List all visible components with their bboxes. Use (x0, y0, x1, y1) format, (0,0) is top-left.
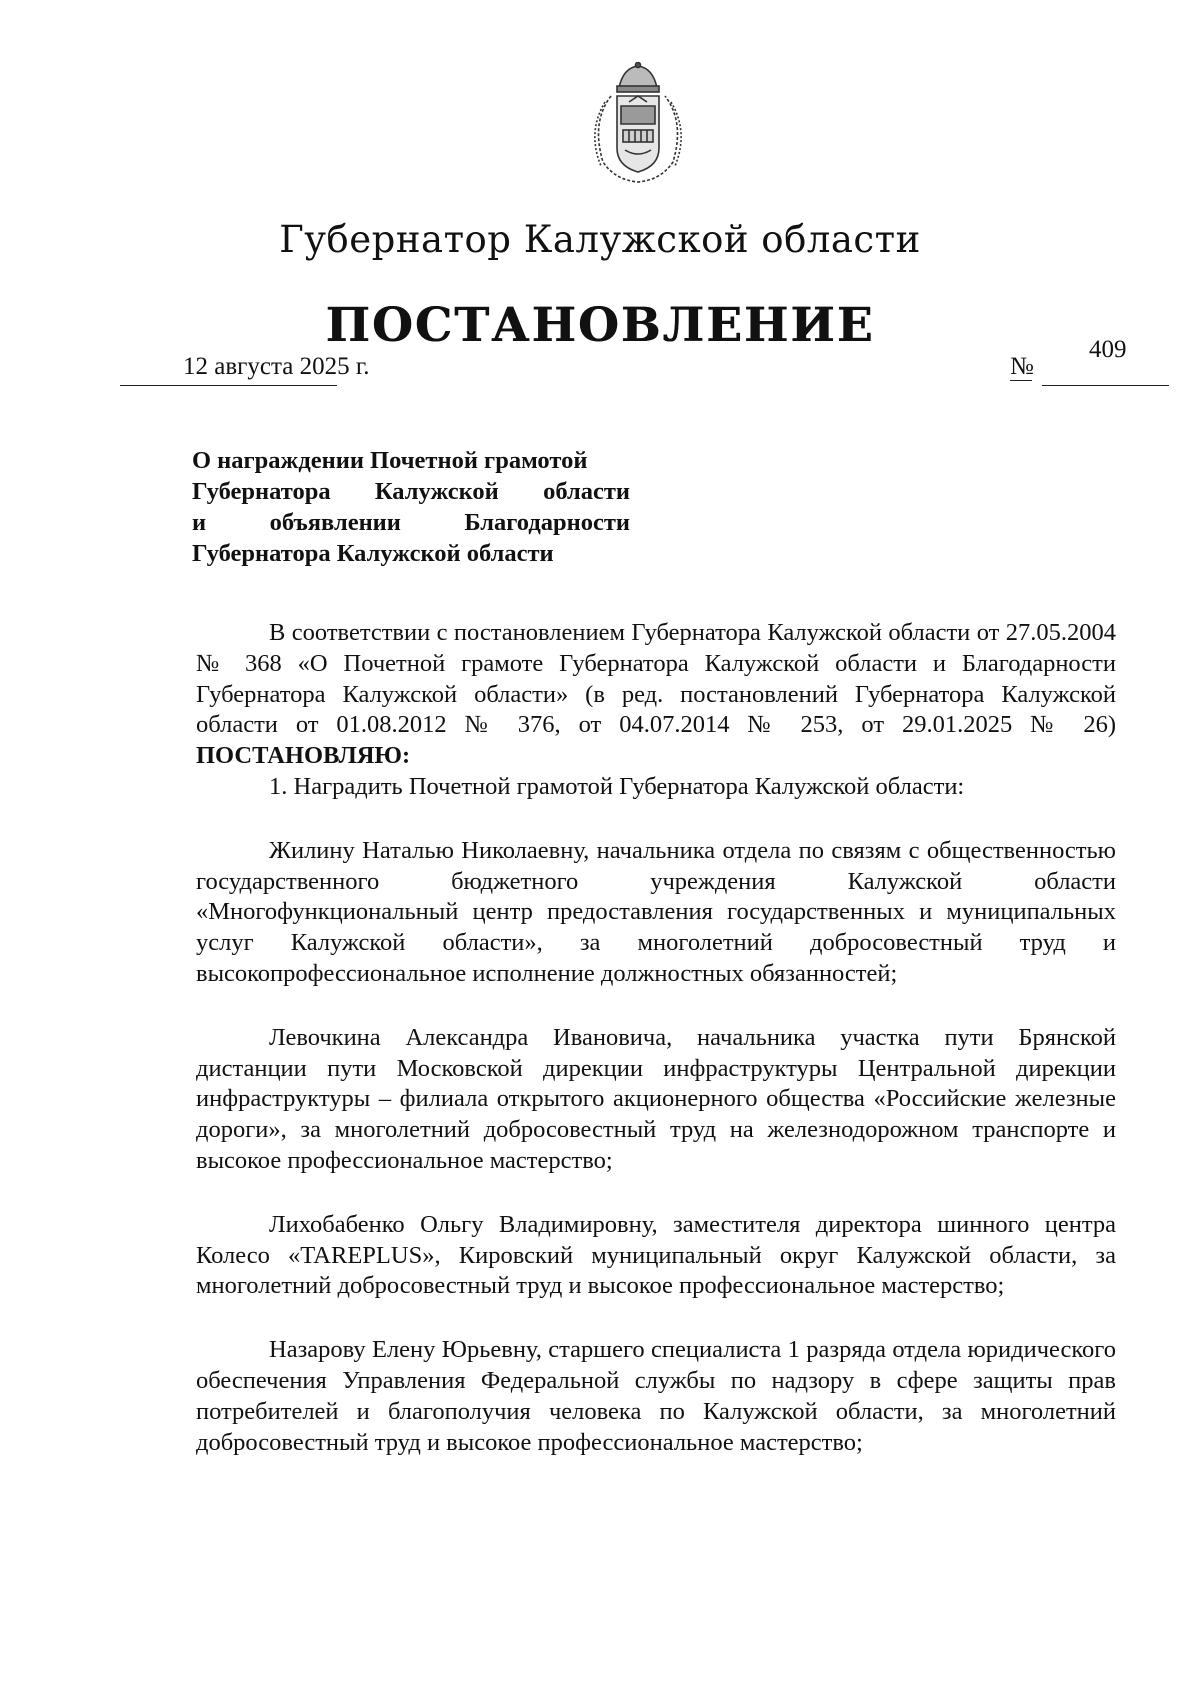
date-value: 12 августа 2025 г. (183, 353, 370, 380)
document-number: 409 (1089, 336, 1127, 363)
awardee-paragraph: Жилину Наталью Николаевну, начальника отдела по связям с общественностью государственного бюджетного учреждения Калужской области «Многофункциональный центр предоставления государственных и муниципальных услуг Калужской области», за многолетний добросовестный труд и высокопрофессиональное исполнение должностных обязанностей; (196, 836, 1116, 987)
awardee-paragraph: Левочкина Александра Ивановича, начальника участка пути Брянской дистанции пути Московской дирекции инфраструктуры Центральной дирекции инфраструктуры – филиала открытого акционерного общества «Российские железные дороги», за многолетний добросовестный труд на железнодорожном транспорте и высокое профессиональное мастерство; (196, 1023, 1116, 1174)
number-label: № (1010, 353, 1034, 380)
issuing-authority: Губернатор Калужской области (279, 218, 921, 261)
subject-line: Губернатора Калужской области (192, 540, 554, 567)
document-date (120, 352, 370, 382)
date-underline (120, 385, 337, 386)
awardee-paragraph: Лихобабенко Ольгу Владимировну, заместителя директора шинного центра Колесо «TAREPLUS», Кировский муниципальный округ Калужской области, за многолетний добросовестный труд и высокое профессиональное мастерство; (196, 1210, 1116, 1300)
subject-line: Губернатора Калужской области (192, 478, 630, 505)
decree-word: ПОСТАНОВЛЯЮ: (196, 742, 411, 770)
document-body (196, 618, 1116, 1458)
preamble-paragraph (196, 618, 1116, 772)
document-type-title: ПОСТАНОВЛЕНИЕ (325, 298, 875, 353)
subject-line: и объявлении Благодарности (192, 509, 630, 536)
item-1-paragraph: 1. Наградить Почетной грамотой Губернатора Калужской области: (269, 772, 965, 800)
number-underline (1042, 385, 1169, 386)
document-subject (192, 445, 630, 569)
coat-of-arms-icon (585, 62, 691, 184)
preamble-text: В соответствии с постановлением Губернатора Калужской области от 27.05.2004 № 368 «О Почетной грамоте Губернатора Калужской области и Благодарности Губернатора Калужской области» (в ред. постановлений Губернатора Калужской области от 01.08.2012 № 376, от 04.07.2014 № 253, от 29.01.2025 № 26) (196, 619, 1116, 739)
awardee-paragraph: Назарову Елену Юрьевну, старшего специалиста 1 разряда отдела юридического обеспечения Управления Федеральной службы по надзору в сфере защиты прав потребителей и благополучия человека по Калужской области, за многолетний добросовестный труд и высокое профессиональное мастерство; (196, 1336, 1116, 1456)
subject-line: О награждении Почетной грамотой (192, 447, 588, 474)
